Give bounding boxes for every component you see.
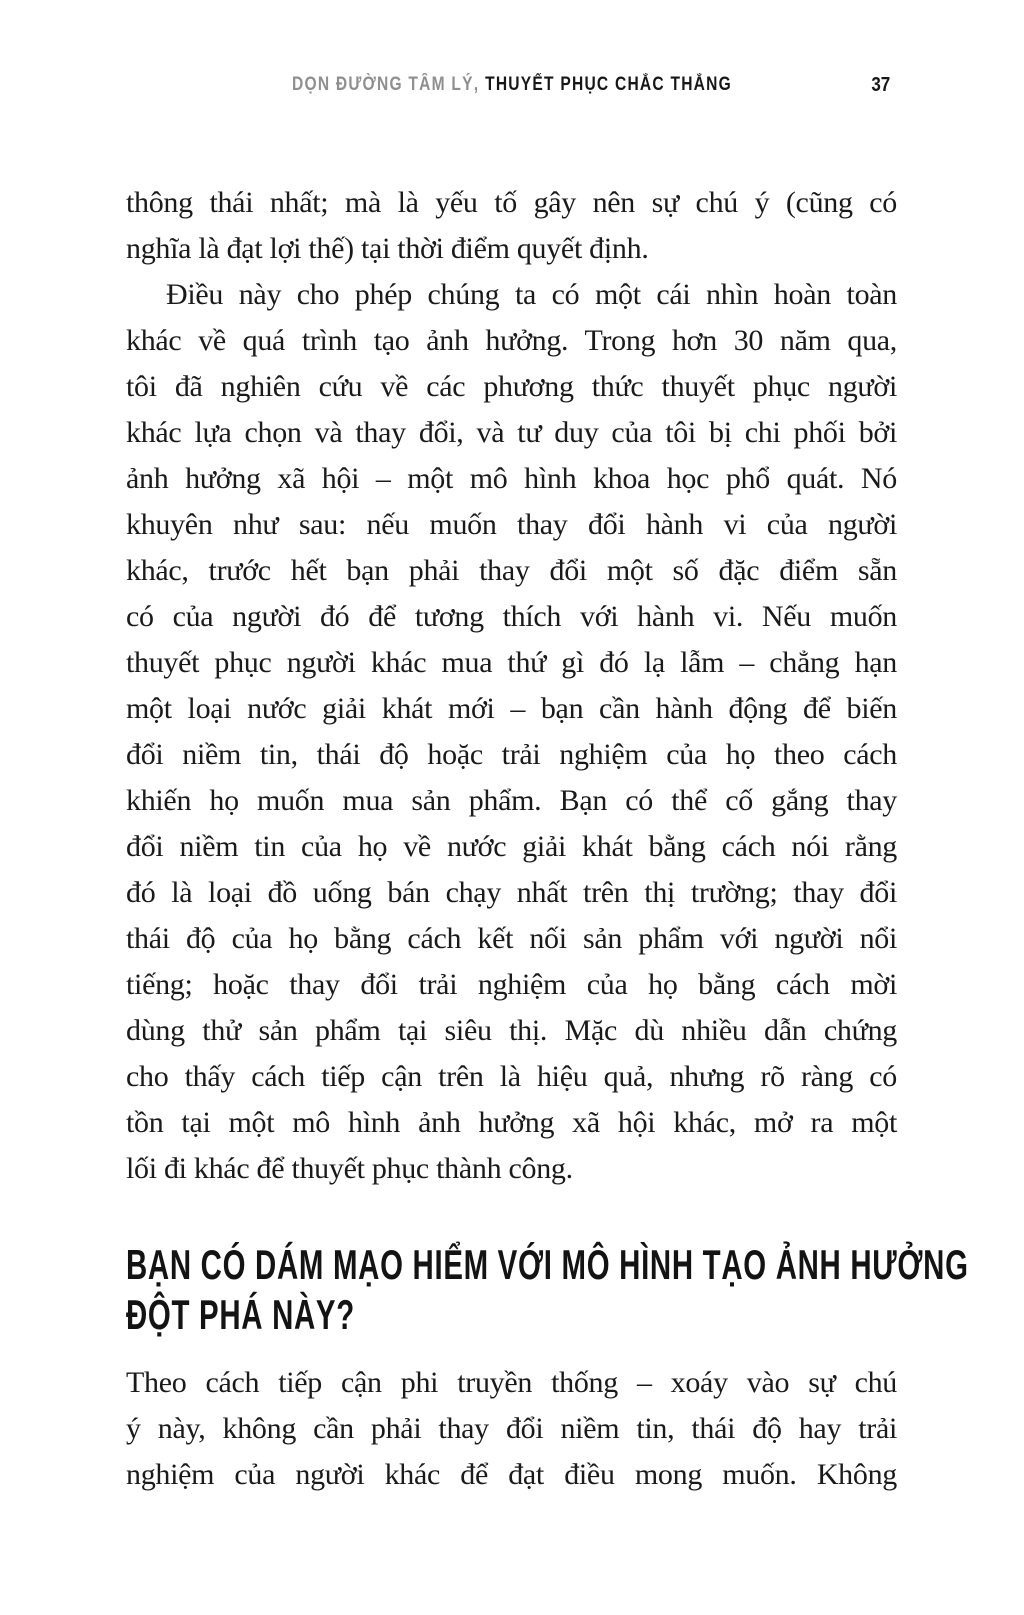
body-line: tồn tại một mô hình ảnh hưởng xã hội khác, mở ra một bbox=[126, 1106, 897, 1139]
body-line: Điều này cho phép chúng ta có một cái nhìn hoàn toàn bbox=[166, 278, 897, 311]
body-text-after-heading bbox=[126, 1360, 897, 1498]
running-title-chapter: DỌN ĐƯỜNG TÂM LÝ, bbox=[291, 74, 480, 95]
body-line: Theo cách tiếp cận phi truyền thống – xoáy vào sự chú bbox=[126, 1366, 897, 1399]
body-line: nghiệm của người khác để đạt điều mong muốn. Không bbox=[126, 1458, 897, 1491]
body-line: có của người đó để tương thích với hành vi. Nếu muốn bbox=[126, 600, 897, 633]
body-line: ý này, không cần phải thay đổi niềm tin, thái độ hay trải bbox=[126, 1412, 897, 1445]
section-heading-text: ĐỘT PHÁ NÀY? bbox=[126, 1291, 355, 1338]
body-line: đổi niềm tin, thái độ hoặc trải nghiệm của họ theo cách bbox=[126, 738, 897, 771]
body-line: khuyên như sau: nếu muốn thay đổi hành vi của người bbox=[126, 508, 897, 541]
running-title-book: THUYẾT PHỤC CHẮC THẮNG bbox=[485, 74, 732, 95]
body-line: thông thái nhất; mà là yếu tố gây nên sự chú ý (cũng có bbox=[126, 186, 897, 219]
body-line: đó là loại đồ uống bán chạy nhất trên thị trường; thay đổi bbox=[126, 876, 897, 909]
body-line: tiếng; hoặc thay đổi trải nghiệm của họ bằng cách mời bbox=[126, 968, 897, 1001]
body-line: khác, trước hết bạn phải thay đổi một số đặc điểm sẵn bbox=[126, 554, 897, 587]
body-line: ảnh hưởng xã hội – một mô hình khoa học phổ quát. Nó bbox=[126, 462, 897, 495]
body-line: nghĩa là đạt lợi thế) tại thời điểm quyết định. bbox=[126, 232, 649, 265]
body-line: tôi đã nghiên cứu về các phương thức thuyết phục người bbox=[126, 370, 897, 403]
text-column bbox=[126, 180, 969, 1498]
body-line: khác lựa chọn và thay đổi, và tư duy của tôi bị chi phối bởi bbox=[126, 416, 897, 449]
body-line: cho thấy cách tiếp cận trên là hiệu quả, nhưng rõ ràng có bbox=[126, 1060, 897, 1093]
section-heading-text: BẠN CÓ DÁM MẠO HIỂM VỚI MÔ HÌNH TẠO ẢNH HƯỞNG bbox=[126, 1241, 969, 1288]
running-title bbox=[92, 74, 932, 96]
section-heading-line bbox=[126, 1240, 969, 1290]
body-line: khiến họ muốn mua sản phẩm. Bạn có thể cố gắng thay bbox=[126, 784, 897, 817]
section-heading bbox=[126, 1240, 969, 1340]
body-line: một loại nước giải khát mới – bạn cần hành động để biến bbox=[126, 692, 897, 725]
body-line: thái độ của họ bằng cách kết nối sản phẩm với người nổi bbox=[126, 922, 897, 955]
section-heading-line bbox=[126, 1290, 897, 1340]
page-number: 37 bbox=[871, 74, 890, 96]
body-line: dùng thử sản phẩm tại siêu thị. Mặc dù nhiều dẫn chứng bbox=[126, 1014, 897, 1047]
running-header bbox=[0, 74, 1024, 106]
body-line: lối đi khác để thuyết phục thành công. bbox=[126, 1152, 573, 1185]
body-line: thuyết phục người khác mua thứ gì đó lạ lẫm – chẳng hạn bbox=[126, 646, 897, 679]
body-text bbox=[126, 180, 897, 1192]
body-line: khác về quá trình tạo ảnh hưởng. Trong hơn 30 năm qua, bbox=[126, 324, 897, 357]
body-line: đổi niềm tin của họ về nước giải khát bằng cách nói rằng bbox=[126, 830, 897, 863]
